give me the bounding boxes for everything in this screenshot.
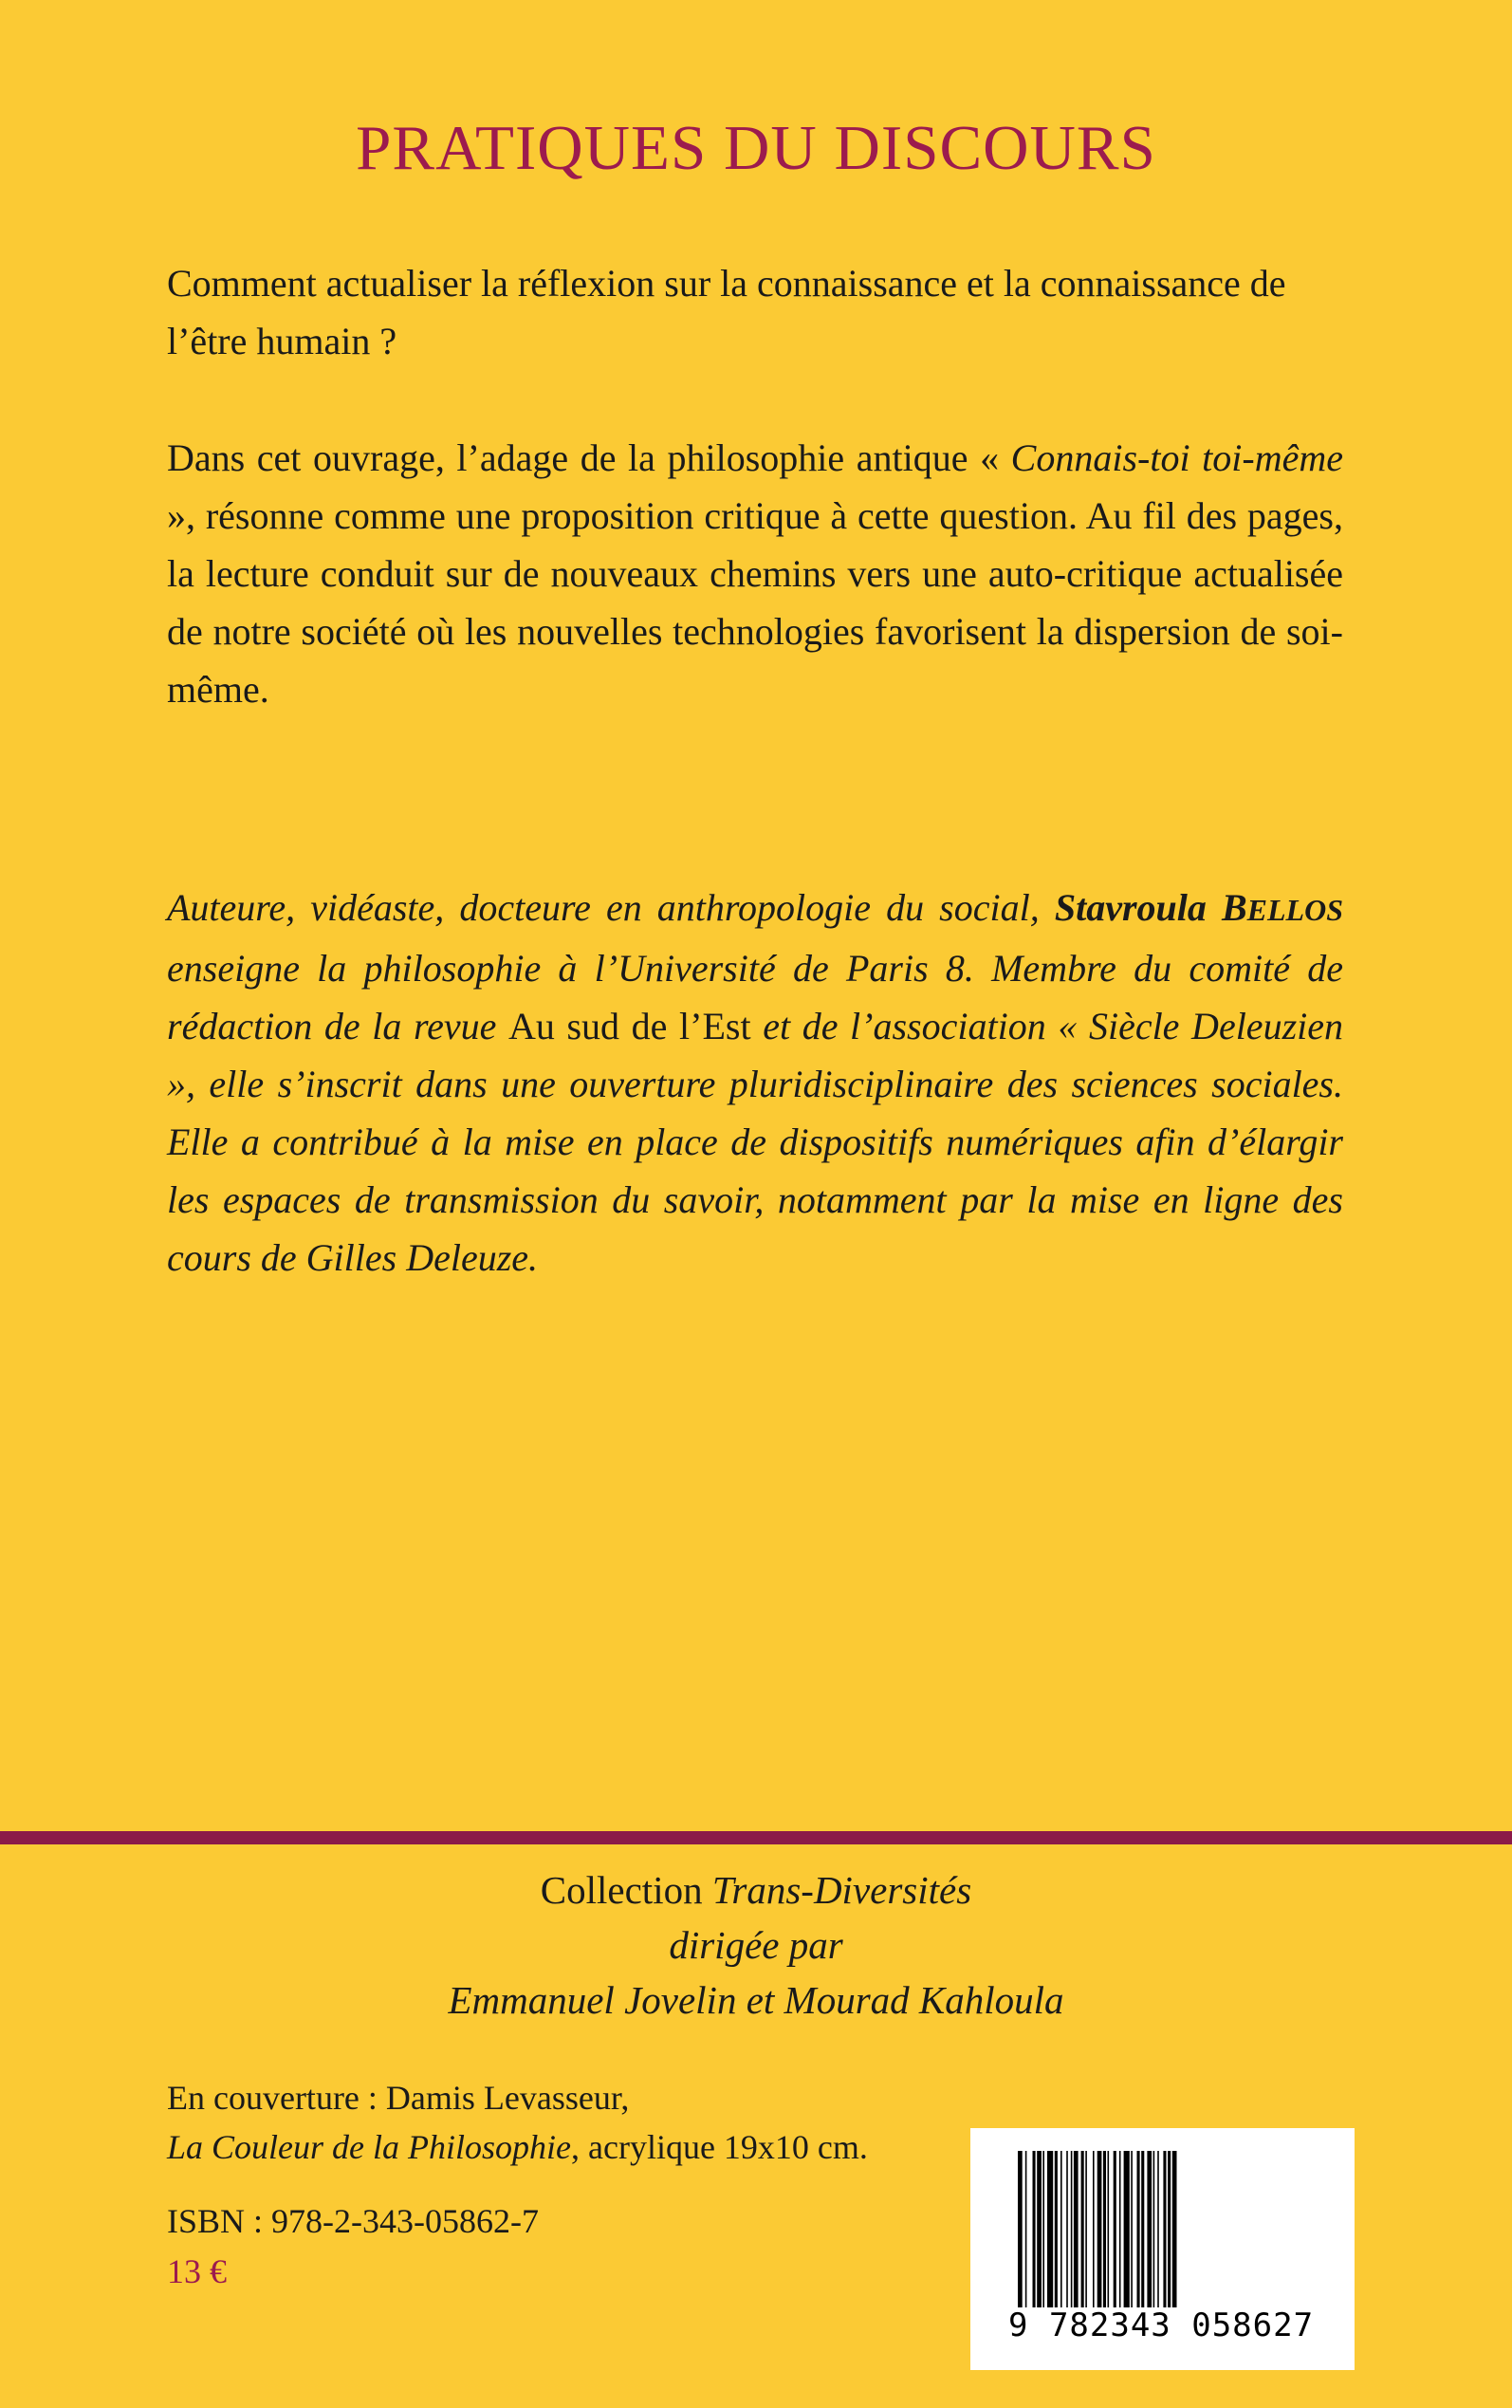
summary-text-2: », résonne comme une proposition critique à cette question. Au fil des pages, la lecture conduit sur de nouveaux chemins vers une auto-critique actualisée de notre société où les nouvelles technologies favorisent la dispersion de soi-même. (167, 494, 1343, 711)
bio-text-1: enseigne la philosophie à l’Université de Paris 8. Membre du comité de rédaction de la revue (167, 947, 1343, 1047)
cover-credit-line2 (167, 2122, 868, 2172)
painting-medium: , acrylique 19x10 cm. (571, 2128, 868, 2166)
author-bio (167, 879, 1343, 1287)
summary-paragraph (167, 429, 1343, 718)
book-title: PRATIQUES DU DISCOURS (356, 113, 1156, 183)
collection-block (0, 1862, 1512, 2028)
summary-text-1: Dans cet ouvrage, l’adage de la philosophie antique « (167, 436, 1011, 479)
author-last-rest: ELLOS (1246, 893, 1343, 927)
author-last-initial: B (1221, 886, 1247, 929)
intro-question: Comment actualiser la réflexion sur la connaissance et la connaissance de l’être humain ? (167, 262, 1286, 362)
barcode-number: 9 782343 058627 (1008, 2306, 1315, 2344)
collection-name: Trans-Diversités (711, 1868, 972, 1912)
adage-quote: Connais-toi toi-même (1010, 436, 1343, 479)
cover-credit (167, 2073, 868, 2172)
author-first-name: Stavroula (1054, 886, 1222, 929)
price: 13 € (167, 2252, 227, 2290)
bio-intro: Auteure, vidéaste, docteure en anthropologie du social, (167, 886, 1055, 929)
journal-name: Au sud de l’Est (507, 1005, 751, 1047)
collection-line (0, 1862, 1512, 1917)
cover-credit-line1: En couverture : Damis Levasseur, (167, 2079, 630, 2117)
barcode-icon (1018, 2151, 1307, 2312)
divider-rule (0, 1831, 1512, 1844)
collection-directed-by: dirigée par (669, 1923, 843, 1967)
painting-title: La Couleur de la Philosophie (167, 2128, 571, 2166)
collection-editors: Emmanuel Jovelin et Mourad Kahloula (448, 1978, 1064, 2022)
barcode (970, 2128, 1355, 2370)
author-name (1055, 886, 1343, 929)
collection-label: Collection (540, 1868, 712, 1912)
isbn: ISBN : 978-2-343-05862-7 (167, 2202, 539, 2240)
bio-text-2: et de l’association « Siècle Deleuzien », elle s’inscrit dans une ouverture pluridisciplinaire des sciences sociales. Elle a contribué à la mise en place de dispositifs numériques afin d’élargir les espaces de transmission du savoir, notamment par la mise en ligne des cours de Gilles Deleuze. (167, 1005, 1343, 1279)
